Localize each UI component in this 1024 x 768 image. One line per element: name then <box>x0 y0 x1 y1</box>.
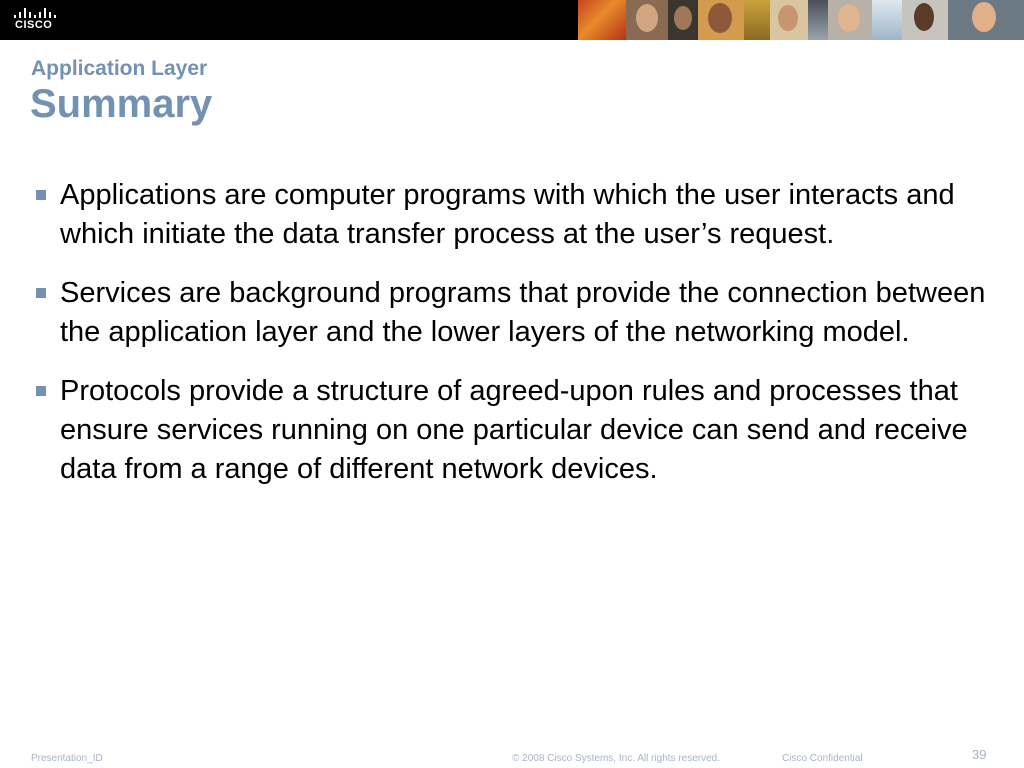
photo-abstract <box>744 0 770 40</box>
bullet-text: Applications are computer programs with which the user interacts and which initiate the data transfer process at the user’s request. <box>60 179 955 250</box>
bullet-item <box>34 372 1004 489</box>
photo-abstract <box>578 0 626 40</box>
photo-person <box>626 0 668 40</box>
photo-person <box>770 0 808 40</box>
bullet-list <box>34 176 1004 509</box>
cisco-logo <box>14 6 60 34</box>
slide-subtitle: Application Layer <box>31 57 208 80</box>
photo-person <box>948 0 1024 40</box>
photo-person <box>698 0 744 40</box>
cisco-logo-bars-icon <box>14 6 58 18</box>
header-photo-strip <box>578 0 1024 40</box>
square-bullet-icon <box>36 190 46 200</box>
photo-person <box>828 0 872 40</box>
cisco-logo-text: CISCO <box>15 19 53 31</box>
slide-title: Summary <box>30 82 213 126</box>
square-bullet-icon <box>36 288 46 298</box>
footer-confidential: Cisco Confidential <box>782 753 863 764</box>
photo-abstract <box>808 0 828 40</box>
photo-person <box>902 0 948 40</box>
bullet-item <box>34 176 1004 254</box>
footer-presentation-id: Presentation_ID <box>31 753 103 764</box>
photo-abstract <box>872 0 902 40</box>
bullet-text: Protocols provide a structure of agreed-upon rules and processes that ensure services running on one particular device can send and receive data from a range of different network devices. <box>60 375 968 485</box>
square-bullet-icon <box>36 386 46 396</box>
bullet-text: Services are background programs that provide the connection between the application layer and the lower layers of the networking model. <box>60 277 986 348</box>
bullet-item <box>34 274 1004 352</box>
page-number: 39 <box>972 747 987 762</box>
footer-copyright: © 2008 Cisco Systems, Inc. All rights reserved. <box>512 753 721 764</box>
photo-person <box>668 0 698 40</box>
header-bar <box>0 0 1024 40</box>
